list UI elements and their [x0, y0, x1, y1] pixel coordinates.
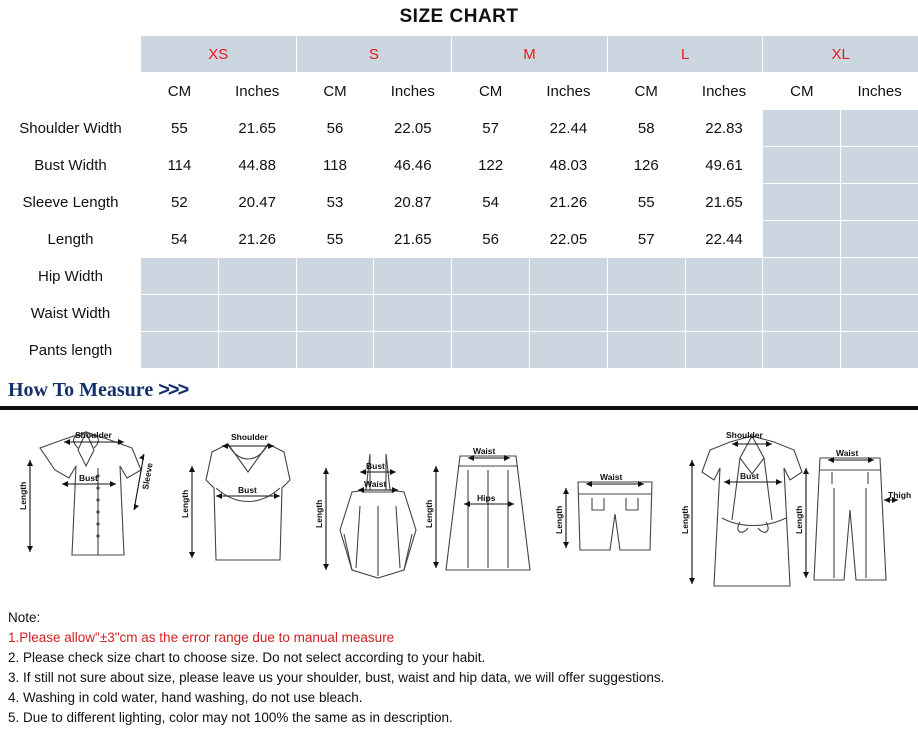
cell-r5-c8	[763, 295, 841, 332]
cell-r3-c4: 56	[452, 221, 530, 258]
cell-r2-c0: 52	[141, 184, 219, 221]
row-label-pants-length: Pants length	[1, 332, 141, 369]
note-line-4: 4. Washing in cold water, hand washing, do not use bleach.	[8, 690, 363, 705]
svg-text:Shoulder: Shoulder	[75, 430, 112, 440]
cell-r4-c1	[218, 258, 296, 295]
svg-text:Bust: Bust	[366, 461, 385, 471]
cell-r4-c2	[296, 258, 374, 295]
svg-text:Length: Length	[314, 499, 324, 528]
cell-r2-c2: 53	[296, 184, 374, 221]
cell-r0-c1: 21.65	[218, 110, 296, 147]
figure-shorts	[554, 472, 652, 550]
cell-r3-c5: 22.05	[530, 221, 608, 258]
figure-blouse	[18, 430, 155, 555]
unit-s-inches: Inches	[374, 73, 452, 110]
unit-xs-inches: Inches	[218, 73, 296, 110]
cell-r4-c3	[374, 258, 452, 295]
cell-r1-c6: 126	[607, 147, 685, 184]
cell-r3-c8	[763, 221, 841, 258]
cell-r4-c8	[763, 258, 841, 295]
row-label-shoulder-width: Shoulder Width	[1, 110, 141, 147]
cell-r3-c9	[841, 221, 918, 258]
cell-r0-c0: 55	[141, 110, 219, 147]
table-corner-cell	[1, 36, 141, 73]
table-row	[1, 184, 918, 221]
cell-r3-c7: 22.44	[685, 221, 763, 258]
unit-m-cm: CM	[452, 73, 530, 110]
svg-text:Thigh: Thigh	[888, 490, 912, 500]
cell-r5-c1	[218, 295, 296, 332]
cell-r0-c9	[841, 110, 918, 147]
svg-text:Shoulder: Shoulder	[231, 432, 268, 442]
cell-r3-c1: 21.26	[218, 221, 296, 258]
cell-r4-c0	[141, 258, 219, 295]
cell-r1-c9	[841, 147, 918, 184]
page-title: SIZE CHART	[399, 6, 519, 27]
svg-text:Bust: Bust	[740, 471, 759, 481]
cell-r5-c4	[452, 295, 530, 332]
cell-r0-c7: 22.83	[685, 110, 763, 147]
cell-r6-c0	[141, 332, 219, 369]
cell-r2-c8	[763, 184, 841, 221]
cell-r1-c7: 49.61	[685, 147, 763, 184]
unit-corner-cell	[1, 73, 141, 110]
row-label-bust-width: Bust Width	[1, 147, 141, 184]
table-row-sizes	[1, 36, 918, 73]
cell-r2-c1: 20.47	[218, 184, 296, 221]
cell-r0-c2: 56	[296, 110, 374, 147]
cell-r1-c4: 122	[452, 147, 530, 184]
cell-r0-c5: 22.44	[530, 110, 608, 147]
cell-r4-c9	[841, 258, 918, 295]
svg-text:Waist: Waist	[836, 448, 859, 458]
table-row	[1, 110, 918, 147]
svg-text:Shoulder: Shoulder	[726, 430, 763, 440]
table-row	[1, 332, 918, 369]
cell-r0-c4: 57	[452, 110, 530, 147]
cell-r6-c1	[218, 332, 296, 369]
notes-heading: Note:	[8, 610, 41, 625]
cell-r5-c9	[841, 295, 918, 332]
unit-xs-cm: CM	[141, 73, 219, 110]
cell-r2-c4: 54	[452, 184, 530, 221]
size-header-xs: XS	[141, 36, 297, 73]
figure-coat	[680, 430, 802, 586]
unit-s-cm: CM	[296, 73, 374, 110]
figure-tank-top	[180, 432, 290, 560]
note-line-2: 2. Please check size chart to choose size. Do not select according to your habit.	[8, 650, 486, 665]
table-row	[1, 258, 918, 295]
svg-text:Length: Length	[180, 489, 190, 518]
cell-r2-c6: 55	[607, 184, 685, 221]
cell-r1-c5: 48.03	[530, 147, 608, 184]
cell-r6-c2	[296, 332, 374, 369]
measure-figures	[0, 410, 918, 600]
figure-dress	[314, 454, 416, 578]
cell-r5-c3	[374, 295, 452, 332]
svg-text:Length: Length	[554, 505, 564, 534]
svg-text:Length: Length	[794, 505, 804, 534]
cell-r5-c7	[685, 295, 763, 332]
size-header-m: M	[452, 36, 608, 73]
arrows-icon: >>>	[158, 379, 188, 401]
svg-text:Length: Length	[680, 505, 690, 534]
size-header-s: S	[296, 36, 452, 73]
cell-r3-c0: 54	[141, 221, 219, 258]
svg-text:Bust: Bust	[79, 473, 98, 483]
cell-r6-c7	[685, 332, 763, 369]
cell-r4-c4	[452, 258, 530, 295]
cell-r5-c2	[296, 295, 374, 332]
cell-r1-c3: 46.46	[374, 147, 452, 184]
unit-l-cm: CM	[607, 73, 685, 110]
note-line-3: 3. If still not sure about size, please leave us your shoulder, bust, waist and hip data, we will offer suggestions.	[8, 670, 665, 685]
table-row	[1, 221, 918, 258]
cell-r5-c6	[607, 295, 685, 332]
cell-r3-c2: 55	[296, 221, 374, 258]
cell-r1-c2: 118	[296, 147, 374, 184]
svg-text:Sleeve: Sleeve	[140, 462, 155, 491]
table-row	[1, 147, 918, 184]
cell-r4-c5	[530, 258, 608, 295]
size-chart-table	[0, 35, 918, 369]
row-label-sleeve-length: Sleeve Length	[1, 184, 141, 221]
figure-skirt	[424, 446, 530, 570]
cell-r2-c5: 21.26	[530, 184, 608, 221]
unit-m-inches: Inches	[530, 73, 608, 110]
cell-r1-c1: 44.88	[218, 147, 296, 184]
cell-r4-c6	[607, 258, 685, 295]
cell-r5-c5	[530, 295, 608, 332]
size-header-l: L	[607, 36, 763, 73]
cell-r0-c8	[763, 110, 841, 147]
how-to-measure-section	[0, 375, 918, 600]
cell-r6-c9	[841, 332, 918, 369]
cell-r4-c7	[685, 258, 763, 295]
unit-xl-inches: Inches	[841, 73, 918, 110]
cell-r6-c4	[452, 332, 530, 369]
cell-r1-c0: 114	[141, 147, 219, 184]
svg-text:Length: Length	[18, 481, 28, 510]
note-line-5: 5. Due to different lighting, color may not 100% the same as in description.	[8, 710, 453, 725]
how-to-measure-label: How To Measure	[8, 379, 154, 401]
svg-text:Hips: Hips	[477, 493, 496, 503]
cell-r6-c5	[530, 332, 608, 369]
cell-r5-c0	[141, 295, 219, 332]
cell-r6-c3	[374, 332, 452, 369]
size-header-xl: XL	[763, 36, 918, 73]
cell-r6-c6	[607, 332, 685, 369]
cell-r1-c8	[763, 147, 841, 184]
svg-text:Waist: Waist	[600, 472, 623, 482]
cell-r6-c8	[763, 332, 841, 369]
table-row	[1, 295, 918, 332]
note-line-1: 1.Please allow"±3"cm as the error range due to manual measure	[8, 630, 395, 645]
figure-pants	[794, 448, 911, 580]
unit-l-inches: Inches	[685, 73, 763, 110]
notes-section	[0, 600, 918, 728]
cell-r0-c6: 58	[607, 110, 685, 147]
row-label-waist-width: Waist Width	[1, 295, 141, 332]
row-label-length: Length	[1, 221, 141, 258]
unit-xl-cm: CM	[763, 73, 841, 110]
row-label-hip-width: Hip Width	[1, 258, 141, 295]
svg-text:Waist: Waist	[364, 479, 387, 489]
cell-r2-c3: 20.87	[374, 184, 452, 221]
how-to-measure-heading	[0, 375, 918, 406]
cell-r2-c7: 21.65	[685, 184, 763, 221]
svg-text:Waist: Waist	[473, 446, 496, 456]
cell-r2-c9	[841, 184, 918, 221]
measure-figures-svg	[0, 410, 918, 600]
cell-r3-c3: 21.65	[374, 221, 452, 258]
cell-r0-c3: 22.05	[374, 110, 452, 147]
cell-r3-c6: 57	[607, 221, 685, 258]
table-row-units	[1, 73, 918, 110]
svg-text:Length: Length	[424, 499, 434, 528]
svg-text:Bust: Bust	[238, 485, 257, 495]
